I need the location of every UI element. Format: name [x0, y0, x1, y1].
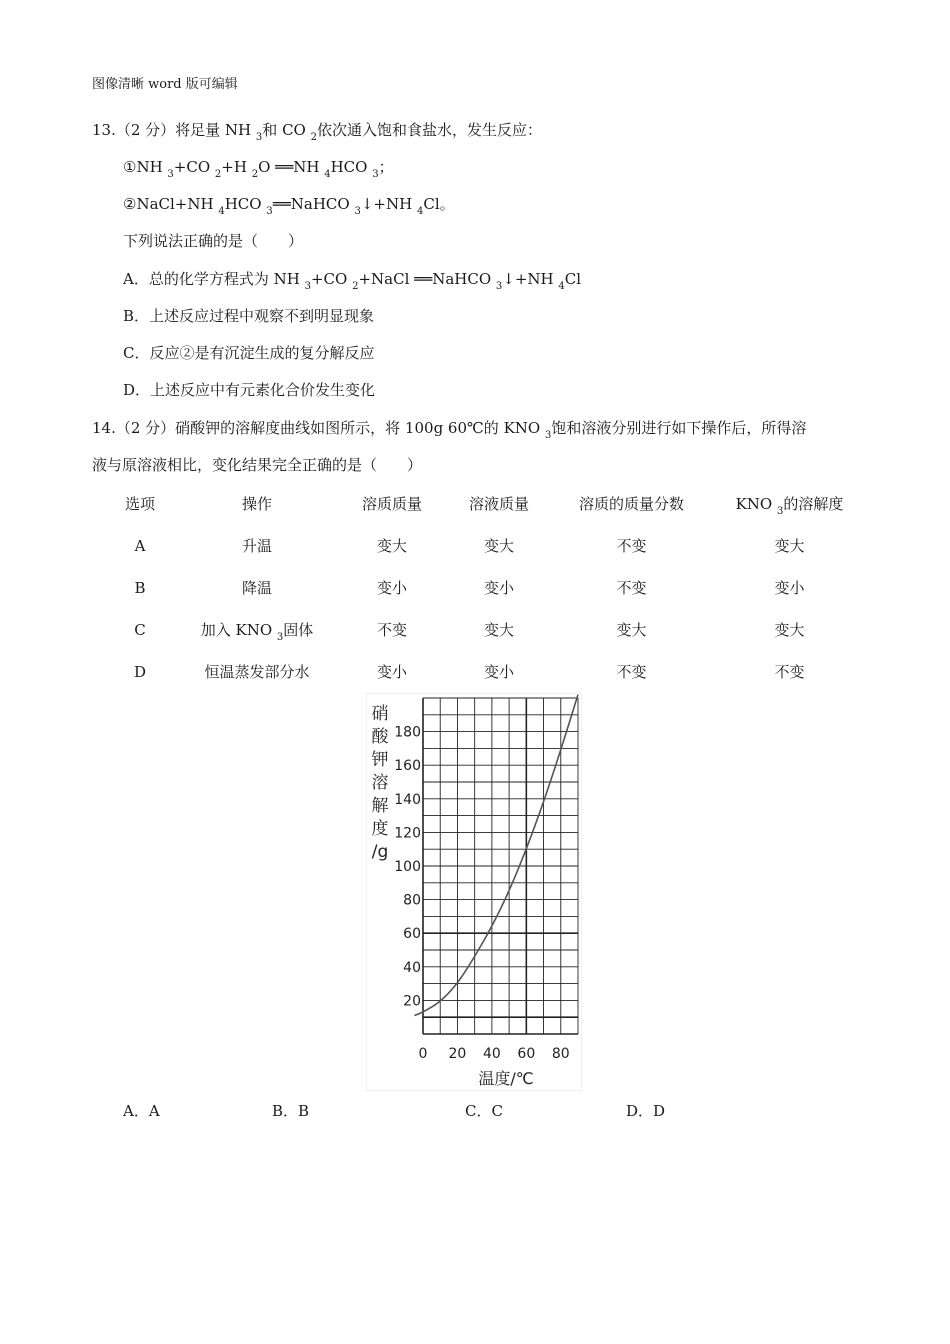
- text: +NaCl ══NaHCO: [358, 270, 496, 288]
- chart-grid: [423, 698, 578, 1034]
- cell-solution-mass: 变小: [483, 579, 514, 597]
- subscript: 4: [416, 206, 424, 217]
- cell-solute-mass: 变小: [376, 579, 407, 597]
- subscript: 2: [251, 169, 259, 180]
- text: A．总的化学方程式为 NH: [123, 270, 305, 288]
- chart-y-label: [372, 704, 390, 862]
- q13-stem-text-c: 依次通入饱和食盐水，发生反应：: [316, 121, 542, 139]
- q13-option-c[interactable]: C．反应②是有沉淀生成的复分解反应: [123, 344, 375, 362]
- q13-option-d[interactable]: D．上述反应中有元素化合价发生变化: [123, 381, 376, 399]
- text: 的溶解度: [783, 495, 844, 513]
- cell-mass-fraction: 不变: [616, 663, 647, 681]
- x-tick-label: 60: [517, 1046, 536, 1062]
- header-operation: 操作: [241, 495, 272, 513]
- x-tick-label: 0: [418, 1046, 428, 1062]
- text: ②NaCl+NH: [123, 195, 219, 213]
- text: ；: [378, 158, 394, 176]
- subscript: 3: [544, 430, 552, 441]
- cell-solute-mass: 不变: [376, 621, 407, 639]
- y-label-char: 解: [371, 796, 389, 816]
- q13-stem: [92, 120, 542, 148]
- answer-choice-c[interactable]: C．C: [465, 1102, 503, 1120]
- subscript: 3: [304, 281, 311, 292]
- subscript: 2: [214, 169, 222, 180]
- text: +CO: [310, 270, 353, 288]
- page-header: 图像清晰 word 版可编辑: [92, 77, 238, 92]
- cell-mass-fraction: 不变: [616, 579, 647, 597]
- subscript: 3: [167, 169, 174, 180]
- table-row: [104, 577, 864, 599]
- y-tick-label: 100: [394, 859, 421, 875]
- q13-stem-text-a: 13.（2 分）将足量 NH: [92, 121, 256, 139]
- text: O ══NH: [258, 158, 325, 176]
- subscript: 3: [255, 132, 263, 143]
- cell-operation: [192, 577, 322, 599]
- y-label-char: 酸: [371, 727, 389, 747]
- text: Cl: [564, 270, 582, 288]
- cell-solute-mass: 变小: [376, 663, 407, 681]
- cell-solubility: 不变: [774, 663, 805, 681]
- table-row: [104, 661, 864, 683]
- cell-mass-fraction: 不变: [616, 537, 647, 555]
- y-tick-label: 40: [403, 959, 421, 976]
- text: 加入 KNO: [200, 621, 277, 639]
- cell-solution-mass: 变小: [483, 663, 514, 681]
- q13-prompt: 下列说法正确的是（ ）: [123, 232, 304, 250]
- text: KNO: [735, 495, 777, 513]
- y-label-char: 溶: [371, 773, 389, 793]
- text: 固体: [283, 621, 314, 639]
- y-tick-label: 80: [403, 892, 421, 909]
- text: +H: [221, 158, 252, 176]
- y-tick-label: 140: [394, 791, 421, 808]
- subscript: 3: [276, 632, 284, 643]
- cell-option: C: [134, 621, 146, 639]
- answer-choice-b[interactable]: B．B: [272, 1102, 310, 1120]
- text: 饱和溶液分别进行如下操作后，所得溶: [551, 419, 807, 437]
- chart-frame: [366, 693, 582, 1091]
- subscript: 3: [372, 169, 379, 180]
- table-row: [104, 619, 864, 641]
- q13-option-b[interactable]: B．上述反应过程中观察不到明显现象: [123, 307, 375, 325]
- answer-choice-d[interactable]: D．D: [626, 1102, 666, 1120]
- y-label-char: 钾: [371, 750, 389, 770]
- subscript: 2: [352, 281, 359, 292]
- cell-option: D: [133, 663, 147, 681]
- x-tick-label: 40: [482, 1046, 501, 1062]
- text: +CO: [173, 158, 215, 176]
- q13-stem-text-b: 和 CO: [262, 121, 311, 139]
- subscript: 3: [354, 206, 361, 217]
- cell-solution-mass: 变大: [483, 621, 514, 639]
- y-tick-label: 20: [403, 993, 421, 1010]
- y-label-char: 度: [371, 819, 389, 839]
- subscript: 3: [495, 281, 503, 292]
- text: ①NH: [123, 158, 168, 176]
- cell-solubility: 变大: [774, 537, 805, 555]
- x-tick-label: 20: [448, 1046, 467, 1062]
- cell-operation: [192, 535, 322, 557]
- header-solution-mass: 溶液质量: [468, 495, 529, 513]
- x-tick-label: 80: [551, 1046, 570, 1062]
- q14-stem-line-1: [92, 418, 806, 446]
- cell-option: A: [134, 537, 146, 555]
- answer-choice-a[interactable]: A．A: [123, 1102, 160, 1120]
- header-solute-mass: 溶质质量: [361, 495, 422, 513]
- subscript: 4: [558, 281, 565, 292]
- y-label-char: /g: [371, 842, 389, 862]
- cell-operation: [192, 619, 322, 649]
- text: ↓+NH: [502, 270, 559, 288]
- text: ↓+NH: [360, 195, 417, 213]
- y-tick-label: 160: [394, 758, 421, 775]
- cell-solubility: 变大: [774, 621, 805, 639]
- table-row: [104, 535, 864, 557]
- subscript: 4: [218, 206, 225, 217]
- text: 恒温蒸发部分水: [204, 663, 310, 681]
- text: HCO: [224, 195, 267, 213]
- solubility-chart: [366, 693, 582, 1091]
- q13-reaction-2: [123, 194, 455, 222]
- cell-operation: [192, 661, 322, 683]
- text: Cl。: [423, 195, 455, 213]
- q13-reaction-1: [123, 157, 394, 185]
- q13-option-a[interactable]: [123, 269, 581, 297]
- subscript: 3: [266, 206, 273, 217]
- cell-solute-mass: 变大: [376, 537, 407, 555]
- table-header-row: [104, 493, 864, 515]
- cell-solution-mass: 变大: [483, 537, 514, 555]
- text: HCO: [330, 158, 373, 176]
- text: 14.（2 分）硝酸钾的溶解度曲线如图所示，将 100g 60℃的 KNO: [92, 419, 545, 437]
- cell-mass-fraction: 变大: [616, 621, 647, 639]
- text: ══NaHCO: [272, 195, 355, 213]
- header-mass-fraction: 溶质的质量分数: [578, 495, 684, 513]
- header-option: 选项: [124, 495, 155, 513]
- y-tick-label: 60: [403, 926, 421, 943]
- cell-option: B: [134, 579, 146, 597]
- q14-stem-line-2: 液与原溶液相比，变化结果完全正确的是（ ）: [92, 456, 423, 474]
- y-label-char: 硝: [371, 704, 389, 724]
- header-solubility: [712, 493, 867, 523]
- y-tick-label: 180: [394, 724, 421, 741]
- y-tick-label: 120: [394, 825, 421, 842]
- subscript: 3: [777, 506, 784, 517]
- subscript: 2: [310, 132, 317, 143]
- solubility-chart-svg: [366, 693, 582, 1091]
- text: 降温: [241, 579, 272, 597]
- subscript: 4: [324, 169, 331, 180]
- cell-solubility: 变小: [774, 579, 805, 597]
- chart-x-label: 温度/℃: [478, 1069, 534, 1088]
- text: 升温: [241, 537, 272, 555]
